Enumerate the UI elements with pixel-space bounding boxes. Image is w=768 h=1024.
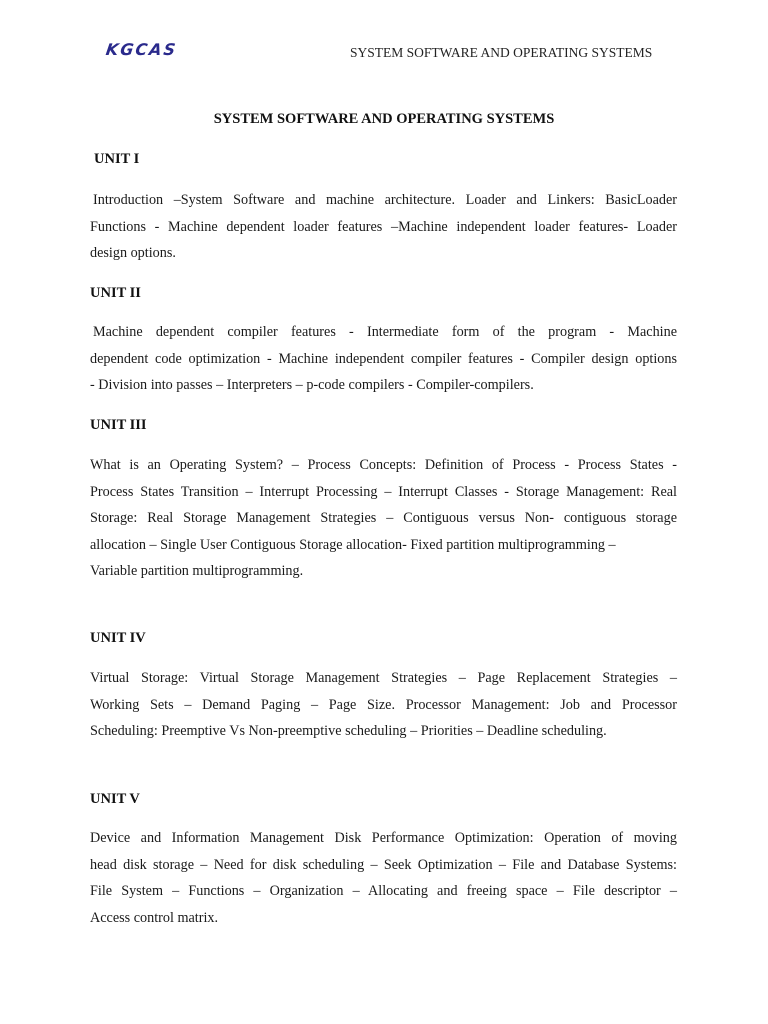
unit-4-heading: UNIT IV [90, 630, 146, 646]
document-title: SYSTEM SOFTWARE AND OPERATING SYSTEMS [213, 111, 555, 127]
unit-1-line-2: Functions - Machine dependent loader features –Machine independent loader features- Loader [90, 218, 677, 235]
unit-4-paragraph [90, 665, 677, 745]
unit-3-line-1: What is an Operating System? – Process Concepts: Definition of Process - Process States - [90, 457, 677, 473]
unit-5-line-1: Device and Information Management Disk Performance Optimization: Operation of moving [90, 830, 677, 846]
unit-3-line-2: Process States Transition – Interrupt Processing – Interrupt Classes - Storage Management: Real [90, 483, 677, 500]
unit-5-line-4: Access control matrix. [90, 909, 219, 926]
unit-4-line-1: Virtual Storage: Virtual Storage Management Strategies – Page Replacement Strategies – [90, 670, 677, 686]
unit-2-line-3: - Division into passes – Interpreters – p-code compilers - Compiler-compilers. [90, 377, 534, 394]
unit-1-line-1: Introduction –System Software and machine architecture. Loader and Linkers: BasicLoader [93, 192, 677, 208]
unit-4-line-3: Scheduling: Preemptive Vs Non-preemptive scheduling – Priorities – Deadline scheduling. [90, 723, 607, 740]
unit-5-line-3: File System – Functions – Organization – Allocating and freeing space – File descriptor – [90, 883, 677, 900]
unit-3-line-5: Variable partition multiprogramming. [90, 563, 304, 580]
running-header: SYSTEM SOFTWARE AND OPERATING SYSTEMS [350, 45, 653, 60]
unit-5-paragraph [90, 825, 677, 931]
unit-1-paragraph [90, 187, 677, 267]
kgcas-logo: KGCAS [104, 40, 179, 59]
unit-4-line-2: Working Sets – Demand Paging – Page Size. Processor Management: Job and Processor [90, 696, 677, 713]
unit-2-line-1: Machine dependent compiler features - Intermediate form of the program - Machine [93, 324, 677, 340]
unit-5-heading: UNIT V [90, 791, 140, 807]
unit-3-line-4: allocation – Single User Contiguous Storage allocation- Fixed partition multiprogramming – [90, 536, 616, 553]
unit-5-line-2: head disk storage – Need for disk scheduling – Seek Optimization – File and Database Systems: [90, 856, 677, 873]
unit-3-heading: UNIT III [90, 417, 147, 433]
unit-1-heading: UNIT I [94, 151, 140, 167]
unit-1-line-3: design options. [90, 245, 176, 262]
unit-3-paragraph [90, 452, 677, 585]
unit-2-line-2: dependent code optimization - Machine independent compiler features - Compiler design options [90, 350, 677, 367]
unit-2-heading: UNIT II [90, 285, 141, 301]
unit-2-paragraph [90, 319, 677, 399]
unit-3-line-3: Storage: Real Storage Management Strategies – Contiguous versus Non- contiguous storage [90, 510, 677, 527]
